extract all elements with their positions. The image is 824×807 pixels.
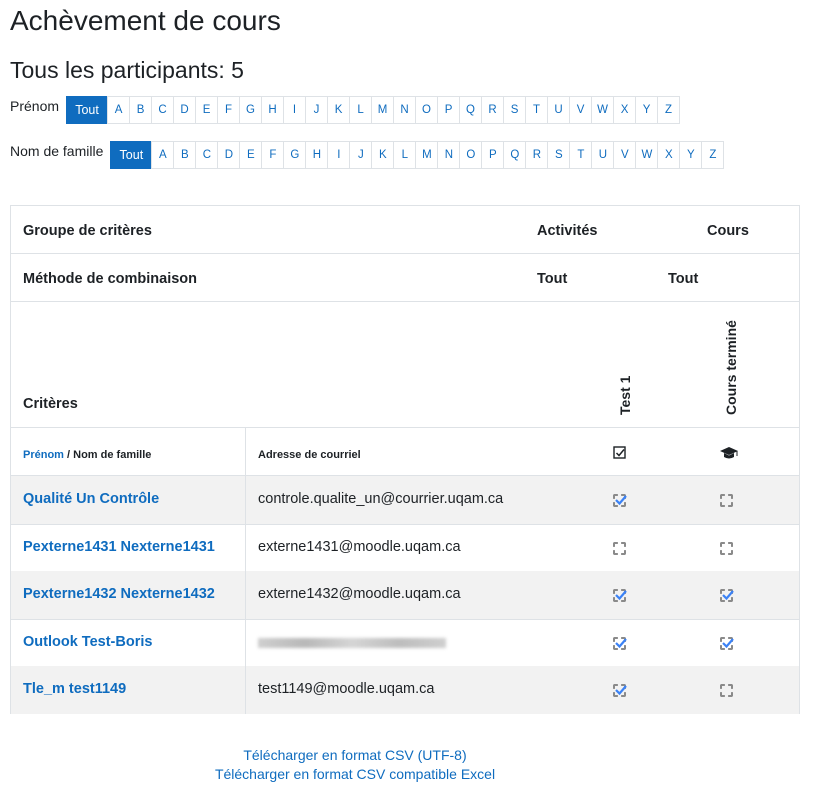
participant-name-link[interactable]: Qualité Un Contrôle xyxy=(23,491,160,507)
lastname-letter-y[interactable]: Y xyxy=(679,141,702,169)
lastname-letter-u[interactable]: U xyxy=(591,141,614,169)
firstname-letter-s[interactable]: S xyxy=(503,96,526,124)
aggregation-course: Tout xyxy=(668,271,699,287)
lastname-filter-label: Nom de famille xyxy=(10,143,104,159)
lastname-letter-l[interactable]: L xyxy=(393,141,416,169)
firstname-letter-v[interactable]: V xyxy=(569,96,592,124)
firstname-letter-k[interactable]: K xyxy=(327,96,350,124)
group-activities-header: Activités xyxy=(537,223,598,239)
lastname-letter-n[interactable]: N xyxy=(437,141,460,169)
checkbox-icon xyxy=(613,446,627,465)
firstname-letter-g[interactable]: G xyxy=(239,96,262,124)
email-column-header: Adresse de courriel xyxy=(258,449,361,461)
firstname-letter-n[interactable]: N xyxy=(393,96,416,124)
test1-incomplete-checkbox xyxy=(613,542,626,555)
sort-firstname-link[interactable]: Prénom xyxy=(23,449,64,461)
firstname-initials-bar xyxy=(10,96,680,124)
participant-email: test1149@moodle.uqam.ca xyxy=(258,681,435,697)
download-csv-excel-link[interactable]: Télécharger en format CSV compatible Excel xyxy=(214,766,496,782)
lastname-letter-w[interactable]: W xyxy=(635,141,658,169)
criteria-group-label: Groupe de critères xyxy=(23,223,152,239)
firstname-letter-x[interactable]: X xyxy=(613,96,636,124)
participant-name-link[interactable]: Outlook Test-Boris xyxy=(23,633,153,650)
lastname-letter-list xyxy=(111,141,724,169)
lastname-letter-z[interactable]: Z xyxy=(701,141,724,169)
lastname-letter-v[interactable]: V xyxy=(613,141,636,169)
graduation-cap-icon xyxy=(719,446,739,465)
participants-heading: Tous les participants: 5 xyxy=(10,57,244,83)
course-incomplete-checkbox xyxy=(720,542,733,555)
firstname-letter-p[interactable]: P xyxy=(437,96,460,124)
test1-complete-checkbox xyxy=(613,637,626,650)
firstname-letter-u[interactable]: U xyxy=(547,96,570,124)
firstname-letter-l[interactable]: L xyxy=(349,96,372,124)
firstname-letter-j[interactable]: J xyxy=(305,96,328,124)
firstname-letter-z[interactable]: Z xyxy=(657,96,680,124)
lastname-letter-h[interactable]: H xyxy=(305,141,328,169)
sort-header xyxy=(23,449,151,461)
criteria-label: Critères xyxy=(23,396,78,412)
lastname-letter-x[interactable]: X xyxy=(657,141,680,169)
criterion-course-complete-header: Cours terminé xyxy=(723,320,739,415)
firstname-letter-m[interactable]: M xyxy=(371,96,394,124)
lastname-letter-b[interactable]: B xyxy=(173,141,196,169)
download-links xyxy=(0,747,710,785)
course-complete-checkbox xyxy=(720,637,733,650)
firstname-letter-t[interactable]: T xyxy=(525,96,548,124)
participant-name-link[interactable]: Pexterne1431 Nexterne1431 xyxy=(23,538,215,555)
test1-complete-checkbox xyxy=(613,684,626,697)
course-incomplete-checkbox xyxy=(720,494,733,507)
lastname-letter-m[interactable]: M xyxy=(415,141,438,169)
firstname-letter-list xyxy=(67,96,680,124)
sort-lastname-label: Nom de famille xyxy=(73,449,152,461)
participant-name-link[interactable]: Tle_m test1149 xyxy=(23,681,127,697)
firstname-letter-c[interactable]: C xyxy=(151,96,174,124)
lastname-letter-s[interactable]: S xyxy=(547,141,570,169)
completion-report-table xyxy=(10,205,800,714)
lastname-letter-t[interactable]: T xyxy=(569,141,592,169)
firstname-letter-f[interactable]: F xyxy=(217,96,240,124)
course-incomplete-checkbox xyxy=(720,684,733,697)
lastname-letter-d[interactable]: D xyxy=(217,141,240,169)
lastname-letter-g[interactable]: G xyxy=(283,141,306,169)
lastname-letter-i[interactable]: I xyxy=(327,141,350,169)
criterion-test1-header: Test 1 xyxy=(617,375,633,415)
course-complete-checkbox xyxy=(720,589,733,602)
download-csv-utf8-link[interactable]: Télécharger en format CSV (UTF-8) xyxy=(243,747,467,763)
firstname-letter-o[interactable]: O xyxy=(415,96,438,124)
test1-complete-checkbox xyxy=(613,589,626,602)
firstname-letter-h[interactable]: H xyxy=(261,96,284,124)
firstname-letter-d[interactable]: D xyxy=(173,96,196,124)
aggregation-method-label: Méthode de combinaison xyxy=(23,271,198,287)
participant-email: controle.qualite_un@courrier.uqam.ca xyxy=(258,491,504,507)
lastname-letter-p[interactable]: P xyxy=(481,141,504,169)
redacted-email xyxy=(258,638,446,648)
aggregation-activities: Tout xyxy=(537,271,568,287)
lastname-letter-r[interactable]: R xyxy=(525,141,548,169)
firstname-letter-r[interactable]: R xyxy=(481,96,504,124)
participant-email: externe1432@moodle.uqam.ca xyxy=(258,586,461,602)
firstname-letter-b[interactable]: B xyxy=(129,96,152,124)
firstname-all-filter[interactable]: Tout xyxy=(66,96,108,124)
page-title: Achèvement de cours xyxy=(10,5,281,36)
lastname-all-filter[interactable]: Tout xyxy=(110,141,152,169)
firstname-letter-w[interactable]: W xyxy=(591,96,614,124)
test1-complete-checkbox xyxy=(613,494,626,507)
lastname-letter-q[interactable]: Q xyxy=(503,141,526,169)
firstname-filter-label: Prénom xyxy=(10,98,60,114)
lastname-letter-e[interactable]: E xyxy=(239,141,262,169)
lastname-letter-j[interactable]: J xyxy=(349,141,372,169)
firstname-letter-q[interactable]: Q xyxy=(459,96,482,124)
lastname-letter-o[interactable]: O xyxy=(459,141,482,169)
participant-email: externe1431@moodle.uqam.ca xyxy=(258,538,461,555)
firstname-letter-y[interactable]: Y xyxy=(635,96,658,124)
lastname-initials-bar xyxy=(10,141,724,169)
group-course-header: Cours xyxy=(707,223,749,239)
participant-name-link[interactable]: Pexterne1432 Nexterne1432 xyxy=(23,586,215,602)
lastname-letter-a[interactable]: A xyxy=(151,141,174,169)
lastname-letter-f[interactable]: F xyxy=(261,141,284,169)
lastname-letter-c[interactable]: C xyxy=(195,141,218,169)
firstname-letter-e[interactable]: E xyxy=(195,96,218,124)
firstname-letter-a[interactable]: A xyxy=(107,96,130,124)
lastname-letter-k[interactable]: K xyxy=(371,141,394,169)
sort-separator: / xyxy=(63,449,74,461)
firstname-letter-i[interactable]: I xyxy=(283,96,306,124)
